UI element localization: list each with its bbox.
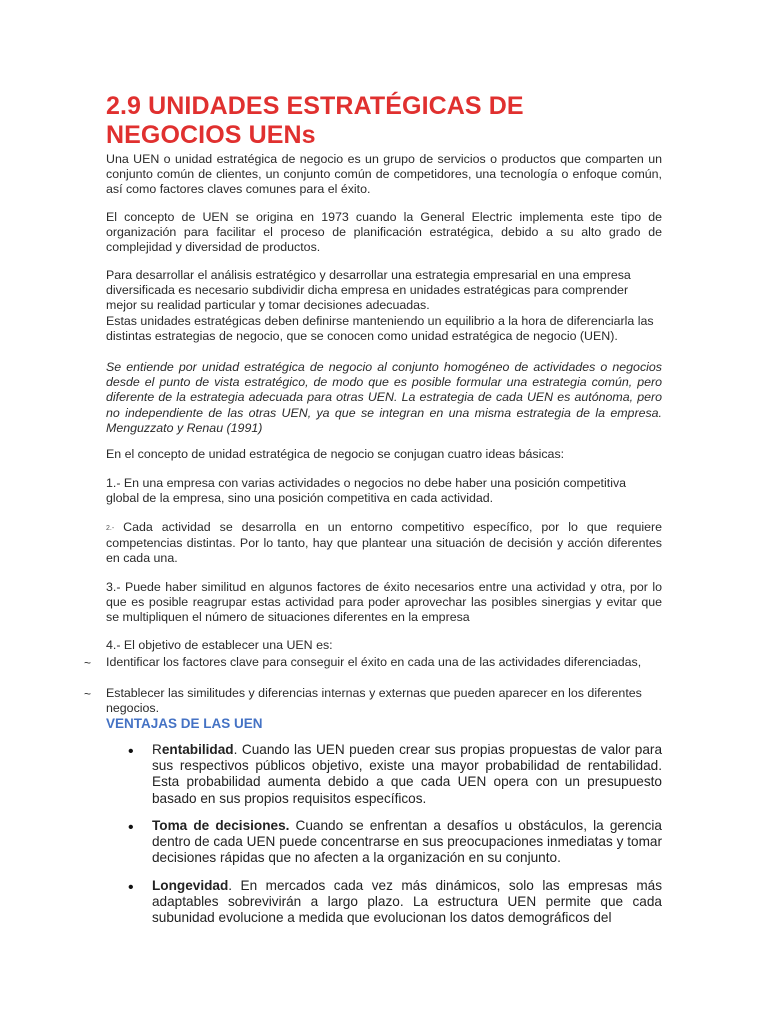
idea-4: 4.- El objetivo de establecer una UEN es:: [106, 638, 333, 652]
bullet-icon: •: [128, 819, 134, 836]
idea-2-text: Cada actividad se desarrolla en un entorno competitivo específico, por lo que requiere competencias distintas. Por lo tanto, hay que plantear una situación de decisión y acción diferentes en cada una.: [106, 520, 662, 566]
idea-2: [106, 520, 662, 567]
idea-1: 1.- En una empresa con varias actividades o negocios no debe haber una posición competitiva global de la empresa, sino una posición competitiva en cada actividad.: [106, 476, 627, 506]
advantage-rentabilidad: [152, 742, 662, 807]
definition-paragraph: Estas unidades estratégicas deben definirse manteniendo un equilibrio a la hora de diferenciarla las distintas estrategias de negocio, que se conocen como unidad estratégica de negocio (UEN).: [106, 314, 654, 344]
page-title: 2.9 UNIDADES ESTRATÉGICAS DE NEGOCIOS UENs: [106, 92, 524, 149]
quote-paragraph: Se entiende por unidad estratégica de negocio al conjunto homogéneo de actividades o negocios desde el punto de vista estratégico, de modo que es posible formular una estrategia común, pero diferente de la estrategia adecuada para otras UEN. La estrategia de cada UEN es autónoma, pero no independiente de las otras UEN, ya que se integran en una misma estrategia de la empresa. Menguzzato y Renau (1991): [106, 360, 662, 435]
advantage-toma-de-decisiones: [152, 818, 662, 867]
advantage-text: . En mercados cada vez más dinámicos, solo las empresas más adaptables sobrevivirán a largo plazo. La estructura UEN permite que cada subunidad evolucione a medida que evolucionan los datos demográficos del: [152, 878, 662, 926]
advantages-heading: VENTAJAS DE LAS UEN: [106, 716, 263, 731]
advantage-text: . Cuando las UEN pueden crear sus propias propuestas de valor para sus respectivos públicos objetivo, existe una mayor probabilidad de rentabilidad. Esta probabilidad aumenta debido a que cada UEN opera con un presupuesto basado en sus propios requisitos específicos.: [152, 742, 662, 806]
advantage-longevidad: [152, 878, 662, 927]
objective-2: Establecer las similitudes y diferencias internas y externas que pueden aparecer en los diferentes negocios.: [106, 686, 642, 716]
tilde-marker-1: ~: [84, 656, 92, 670]
advantage-term: entabilidad: [161, 742, 234, 757]
intro-paragraph: Una UEN o unidad estratégica de negocio es un grupo de servicios o productos que comparten un conjunto común de clientes, un conjunto común de competidores, una tecnología o enfoque común, así como factores claves comunes para el éxito.: [106, 152, 662, 197]
advantage-term: Toma de decisiones.: [152, 818, 290, 833]
idea-2-number: 2.-: [106, 525, 115, 532]
objective-1: Identificar los factores clave para conseguir el éxito en cada una de las actividades diferenciadas,: [106, 655, 642, 669]
analysis-paragraph: Para desarrollar el análisis estratégico y desarrollar una estrategia empresarial en una empresa diversificada es necesario subdividir dicha empresa en unidades estratégicas para comprender mejor su realidad particular y tomar decisiones adecuadas.: [106, 268, 631, 313]
ideas-intro: En el concepto de unidad estratégica de negocio se conjugan cuatro ideas básicas:: [106, 447, 565, 461]
origin-paragraph: El concepto de UEN se origina en 1973 cuando la General Electric implementa este tipo de organización para facilitar el proceso de planificación estratégica, debido a su alto grado de complejidad y diversidad de productos.: [106, 210, 662, 255]
advantage-term: Longevidad: [152, 878, 229, 893]
bullet-icon: •: [128, 743, 134, 760]
idea-3: 3.- Puede haber similitud en algunos factores de éxito necesarios entre una actividad y otra, por lo que es posible reagrupar estas actividad para poder aprovechar las posibles sinergias y evitar que se multipliquen el número de situaciones diferentes en la empresa: [106, 580, 662, 625]
bullet-icon: •: [128, 879, 134, 896]
tilde-marker-2: ~: [84, 687, 92, 701]
advantage-lead: R: [152, 742, 162, 757]
advantage-text: Cuando se enfrentan a desafíos u obstáculos, la gerencia dentro de cada UEN puede concentrarse en sus preocupaciones inmediatas y tomar decisiones rápidas que no afecten a la organización en su conjunto.: [152, 818, 662, 866]
